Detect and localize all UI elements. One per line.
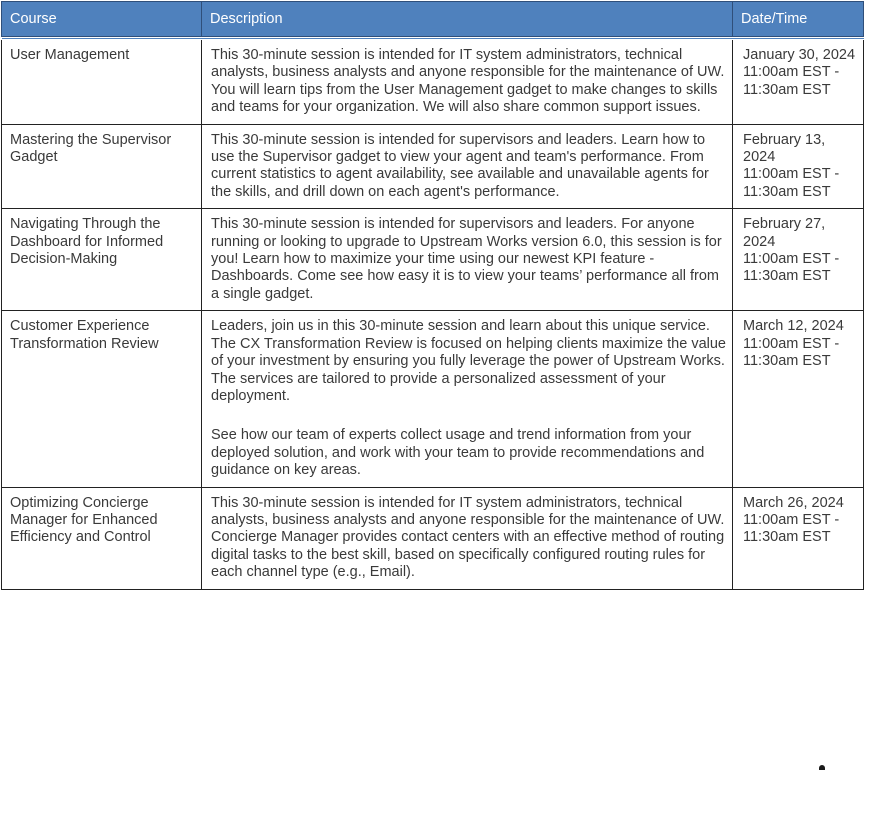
course-name: Navigating Through the Dashboard for Informed Decision-Making <box>2 209 202 311</box>
course-name: Customer Experience Transformation Review <box>2 311 202 487</box>
course-datetime <box>733 487 864 589</box>
datetime-column-header: Date/Time <box>733 2 864 39</box>
session-time: 11:00am EST - 11:30am EST <box>743 166 840 200</box>
course-datetime <box>733 209 864 311</box>
description-paragraph: This 30-minute session is intended for IT system administrators, technical analysts, business analysts and anyone responsible for the maintenance of UW. Concierge Manager provides contact centers with an effective method of routing digital tasks to the best skill, based on specifically configured routing rules for each channel type (e.g., Email). <box>211 494 725 581</box>
course-column-header: Course <box>2 2 202 39</box>
course-datetime <box>733 124 864 209</box>
table-header-row <box>2 2 864 39</box>
course-name: Optimizing Concierge Manager for Enhanced Efficiency and Control <box>2 487 202 589</box>
description-column-header: Description <box>202 2 733 39</box>
table-row <box>2 311 864 487</box>
course-description <box>202 39 733 125</box>
description-paragraph: Leaders, join us in this 30-minute session and learn about this unique service. The CX Transformation Review is focused on helping clients maximize the value of your investment by ensuring you fully leverage the power of Upstream Works. The services are tailored to provide a personalized assessment of your deployment. <box>211 318 726 404</box>
course-schedule-table <box>1 1 864 590</box>
table-row <box>2 487 864 589</box>
session-time: 11:00am EST - 11:30am EST <box>743 251 840 285</box>
session-time: 11:00am EST - 11:30am EST <box>743 335 840 370</box>
mouse-cursor-icon <box>819 765 825 770</box>
session-date: February 13, 2024 <box>743 131 826 166</box>
description-paragraph: This 30-minute session is intended for IT system administrators, technical analysts, business analysts and anyone responsible for the maintenance of UW. You will learn tips from the User Management gadget to make changes to skills and teams for your organization. We will also share common support issues. <box>211 47 725 116</box>
table-row <box>2 124 864 209</box>
session-time: 11:00am EST - 11:30am EST <box>743 511 840 546</box>
course-description <box>202 124 733 209</box>
course-description <box>202 487 733 589</box>
session-date: January 30, 2024 <box>743 47 856 63</box>
session-date: February 27, 2024 <box>743 216 826 250</box>
session-time: 11:00am EST - 11:30am EST <box>743 64 840 98</box>
session-date: March 12, 2024 <box>743 318 844 335</box>
course-name: User Management <box>2 39 202 125</box>
course-datetime <box>733 39 864 125</box>
course-description <box>202 209 733 311</box>
description-paragraph: See how our team of experts collect usage and trend information from your deployed solution, and work with your team to provide recommendations and guidance on key areas. <box>211 427 705 479</box>
table-row <box>2 209 864 311</box>
description-paragraph: This 30-minute session is intended for supervisors and leaders. Learn how to use the Supervisor gadget to view your agent and team's performance. From current statistics to agent availability, see available and unavailable agents for the skills, and drill down on each agent's performance. <box>211 131 709 200</box>
course-name: Mastering the Supervisor Gadget <box>2 124 202 209</box>
table-row <box>2 39 864 125</box>
session-date: March 26, 2024 <box>743 494 844 511</box>
course-datetime <box>733 311 864 487</box>
description-paragraph: This 30-minute session is intended for supervisors and leaders. For anyone running or looking to upgrade to Upstream Works version 6.0, this session is for you! Learn how to maximize your time using our newest KPI feature - Dashboards. Come see how easy it is to view your teams’ performance all from a single gadget. <box>211 216 722 302</box>
course-description <box>202 311 733 487</box>
